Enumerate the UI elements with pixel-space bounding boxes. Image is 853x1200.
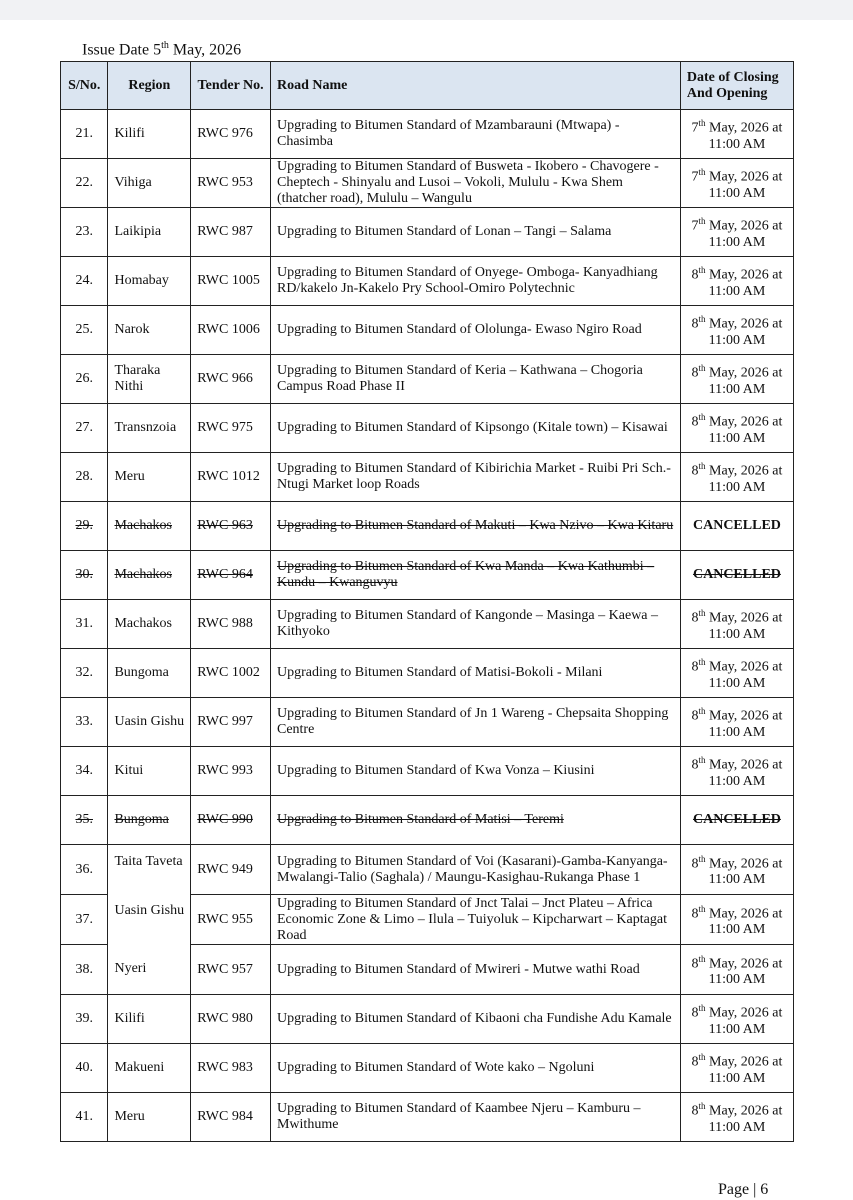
date-day: 7 <box>691 120 699 136</box>
date-day: 8 <box>691 708 699 724</box>
row-closing-date <box>680 945 793 995</box>
date-rest: May, 2026 at 11:00 AM <box>705 610 783 642</box>
row-closing-date <box>680 1044 793 1093</box>
date-day: 8 <box>691 757 699 773</box>
row-tender-no: RWC 993 <box>191 747 271 796</box>
row-sno: 24. <box>61 257 108 306</box>
date-suffix: th <box>698 1052 706 1063</box>
row-closing-date <box>680 551 793 600</box>
row-sno: 34. <box>61 747 108 796</box>
header-sno: S/No. <box>61 62 108 110</box>
row-closing-date <box>680 747 793 796</box>
date-day: 8 <box>691 1103 699 1119</box>
date-day: 8 <box>691 659 699 675</box>
status-badge: CANCELLED <box>692 812 781 827</box>
row-tender-no: RWC 953 <box>191 159 271 208</box>
date-rest: May, 2026 at 11:00 AM <box>705 1103 783 1135</box>
table-row <box>61 159 794 208</box>
table-row <box>61 796 794 845</box>
date-day: 8 <box>691 463 699 479</box>
row-region: Uasin Gishu <box>108 698 191 747</box>
date-suffix: th <box>698 216 706 227</box>
row-region: Kilifi <box>108 110 191 159</box>
row-closing-date <box>680 453 793 502</box>
table-row <box>61 502 794 551</box>
date-suffix: th <box>698 706 706 717</box>
row-sno: 22. <box>61 159 108 208</box>
row-region: Bungoma <box>108 796 191 845</box>
date-suffix: th <box>698 167 706 178</box>
row-sno: 31. <box>61 600 108 649</box>
row-road-name: Upgrading to Bitumen Standard of Matisi-Bokoli - Milani <box>270 649 680 698</box>
row-closing-date <box>680 306 793 355</box>
row-sno: 28. <box>61 453 108 502</box>
status-badge: CANCELLED <box>692 567 781 582</box>
row-closing-date <box>680 995 793 1044</box>
table-header-row <box>61 62 794 110</box>
row-region: Kitui <box>108 747 191 796</box>
date-rest: May, 2026 at 11:00 AM <box>705 956 783 988</box>
table-row <box>61 110 794 159</box>
row-region: Nyeri <box>114 961 147 976</box>
row-tender-no: RWC 1002 <box>191 649 271 698</box>
row-sno: 32. <box>61 649 108 698</box>
date-suffix: th <box>698 853 706 864</box>
date-day: 8 <box>691 856 699 872</box>
row-closing-date <box>680 502 793 551</box>
date-rest: May, 2026 at 11:00 AM <box>705 365 783 397</box>
row-region: Machakos <box>108 600 191 649</box>
row-region: Uasin Gishu <box>114 903 185 918</box>
row-tender-no: RWC 980 <box>191 995 271 1044</box>
date-rest: May, 2026 at 11:00 AM <box>705 757 783 789</box>
row-road-name: Upgrading to Bitumen Standard of Lonan – Tangi – Salama <box>270 208 680 257</box>
table-row <box>61 1093 794 1142</box>
table-row <box>61 355 794 404</box>
table-row <box>61 404 794 453</box>
row-road-name: Upgrading to Bitumen Standard of Jnct Talai – Jnct Plateu – Africa Economic Zone & Limo – Ilula – Tuiyoluk – Kipcharwart – Kaptagat Road <box>270 895 680 945</box>
date-rest: May, 2026 at 11:00 AM <box>705 120 783 152</box>
row-tender-no: RWC 976 <box>191 110 271 159</box>
date-rest: May, 2026 at 11:00 AM <box>705 169 783 201</box>
row-region-merged <box>108 845 191 995</box>
table-row <box>61 747 794 796</box>
row-tender-no: RWC 964 <box>191 551 271 600</box>
row-closing-date <box>680 355 793 404</box>
row-sno: 38. <box>61 945 108 995</box>
table-body <box>61 110 794 1142</box>
row-road-name: Upgrading to Bitumen Standard of Keria – Kathwana – Chogoria Campus Road Phase II <box>270 355 680 404</box>
date-suffix: th <box>698 903 706 914</box>
row-road-name: Upgrading to Bitumen Standard of Kibaoni cha Fundishe Adu Kamale <box>270 995 680 1044</box>
table-row <box>61 698 794 747</box>
row-tender-no: RWC 957 <box>191 945 271 995</box>
table-row <box>61 306 794 355</box>
row-region: Vihiga <box>108 159 191 208</box>
row-tender-no: RWC 1006 <box>191 306 271 355</box>
table-row <box>61 257 794 306</box>
date-rest: May, 2026 at 11:00 AM <box>705 414 783 446</box>
row-sno: 29. <box>61 502 108 551</box>
page-number: Page | 6 <box>718 1181 769 1198</box>
header-tender: Tender No. <box>191 62 271 110</box>
row-region: Meru <box>108 453 191 502</box>
date-suffix: th <box>698 363 706 374</box>
table-row <box>61 208 794 257</box>
row-sno: 23. <box>61 208 108 257</box>
row-road-name: Upgrading to Bitumen Standard of Matisi – Teremi <box>270 796 680 845</box>
date-day: 8 <box>691 1005 699 1021</box>
table-row <box>61 600 794 649</box>
date-day: 8 <box>691 414 699 430</box>
row-tender-no: RWC 984 <box>191 1093 271 1142</box>
row-road-name: Upgrading to Bitumen Standard of Kaambee Njeru – Kamburu – Mwithume <box>270 1093 680 1142</box>
row-sno: 39. <box>61 995 108 1044</box>
date-suffix: th <box>698 608 706 619</box>
row-road-name: Upgrading to Bitumen Standard of Voi (Kasarani)-Gamba-Kanyanga-Mwalangi-Talio (Saghala) / Maungu-Kasighau-Rukanga Phase 1 <box>270 845 680 895</box>
row-tender-no: RWC 966 <box>191 355 271 404</box>
row-sno: 40. <box>61 1044 108 1093</box>
row-road-name: Upgrading to Bitumen Standard of Kwa Manda – Kwa Kathumbi – Kundu – Kwanguvyu <box>270 551 680 600</box>
row-closing-date <box>680 895 793 945</box>
header-road-name: Road Name <box>270 62 680 110</box>
row-region: Meru <box>108 1093 191 1142</box>
row-tender-no: RWC 990 <box>191 796 271 845</box>
row-region: Tharaka Nithi <box>108 355 191 404</box>
row-closing-date <box>680 600 793 649</box>
top-band <box>0 0 853 20</box>
date-rest: May, 2026 at 11:00 AM <box>705 1005 783 1037</box>
table-row <box>61 1044 794 1093</box>
date-suffix: th <box>698 1101 706 1112</box>
date-day: 8 <box>691 365 699 381</box>
row-region: Homabay <box>108 257 191 306</box>
row-closing-date <box>680 159 793 208</box>
date-day: 8 <box>691 267 699 283</box>
date-suffix: th <box>698 461 706 472</box>
date-day: 8 <box>691 610 699 626</box>
row-closing-date <box>680 257 793 306</box>
row-closing-date <box>680 208 793 257</box>
row-closing-date <box>680 404 793 453</box>
row-region: Narok <box>108 306 191 355</box>
row-road-name: Upgrading to Bitumen Standard of Makuti – Kwa Nzivo – Kwa Kitaru <box>270 502 680 551</box>
row-sno: 33. <box>61 698 108 747</box>
table-row <box>61 453 794 502</box>
row-region: Machakos <box>108 551 191 600</box>
row-sno: 37. <box>61 895 108 945</box>
row-region: Laikipia <box>108 208 191 257</box>
row-tender-no: RWC 1012 <box>191 453 271 502</box>
date-day: 8 <box>691 1054 699 1070</box>
header-region: Region <box>108 62 191 110</box>
date-rest: May, 2026 at 11:00 AM <box>705 267 783 299</box>
row-tender-no: RWC 997 <box>191 698 271 747</box>
date-rest: May, 2026 at 11:00 AM <box>705 463 783 495</box>
row-road-name: Upgrading to Bitumen Standard of Mwireri - Mutwe wathi Road <box>270 945 680 995</box>
row-closing-date <box>680 649 793 698</box>
row-road-name: Upgrading to Bitumen Standard of Kipsongo (Kitale town) – Kisawai <box>270 404 680 453</box>
date-suffix: th <box>698 118 706 129</box>
table-row <box>61 845 794 895</box>
row-region: Taita Taveta <box>114 854 183 869</box>
row-tender-no: RWC 1005 <box>191 257 271 306</box>
row-tender-no: RWC 963 <box>191 502 271 551</box>
row-region: Kilifi <box>108 995 191 1044</box>
date-day: 8 <box>691 316 699 332</box>
row-closing-date <box>680 698 793 747</box>
row-tender-no: RWC 987 <box>191 208 271 257</box>
date-day: 8 <box>691 906 699 922</box>
row-sno: 35. <box>61 796 108 845</box>
date-rest: May, 2026 at 11:00 AM <box>705 316 783 348</box>
row-road-name: Upgrading to Bitumen Standard of Onyege- Omboga- Kanyadhiang RD/kakelo Jn-Kakelo Pry School-Omiro Polytechnic <box>270 257 680 306</box>
row-road-name: Upgrading to Bitumen Standard of Kibirichia Market - Ruibi Pri Sch.-Ntugi Market loop Roads <box>270 453 680 502</box>
date-rest: May, 2026 at 11:00 AM <box>705 856 783 888</box>
date-day: 7 <box>691 169 699 185</box>
date-day: 7 <box>691 218 699 234</box>
row-tender-no: RWC 975 <box>191 404 271 453</box>
date-rest: May, 2026 at 11:00 AM <box>705 1054 783 1086</box>
row-closing-date <box>680 796 793 845</box>
row-sno: 36. <box>61 845 108 895</box>
row-road-name: Upgrading to Bitumen Standard of Mzambarauni (Mtwapa) - Chasimba <box>270 110 680 159</box>
date-rest: May, 2026 at 11:00 AM <box>705 659 783 691</box>
row-road-name: Upgrading to Bitumen Standard of Busweta - Ikobero - Chavogere - Cheptech - Shinyalu and Lusoi – Vokoli, Mululu - Kwa Shem (thatcher road), Mululu – Wangulu <box>270 159 680 208</box>
row-tender-no: RWC 949 <box>191 845 271 895</box>
row-road-name: Upgrading to Bitumen Standard of Kwa Vonza – Kiusini <box>270 747 680 796</box>
row-sno: 25. <box>61 306 108 355</box>
row-sno: 41. <box>61 1093 108 1142</box>
issue-date: Issue Date 5th May, 2026 <box>82 40 242 59</box>
date-suffix: th <box>698 412 706 423</box>
date-suffix: th <box>698 657 706 668</box>
row-road-name: Upgrading to Bitumen Standard of Jn 1 Wareng - Chepsaita Shopping Centre <box>270 698 680 747</box>
date-rest: May, 2026 at 11:00 AM <box>705 708 783 740</box>
date-suffix: th <box>698 1003 706 1014</box>
row-closing-date <box>680 110 793 159</box>
row-tender-no: RWC 988 <box>191 600 271 649</box>
row-road-name: Upgrading to Bitumen Standard of Wote kako – Ngoluni <box>270 1044 680 1093</box>
table-row <box>61 551 794 600</box>
row-sno: 21. <box>61 110 108 159</box>
row-closing-date <box>680 1093 793 1142</box>
row-tender-no: RWC 983 <box>191 1044 271 1093</box>
date-day: 8 <box>691 956 699 972</box>
row-closing-date <box>680 845 793 895</box>
date-suffix: th <box>698 755 706 766</box>
row-region: Machakos <box>108 502 191 551</box>
row-sno: 26. <box>61 355 108 404</box>
row-sno: 30. <box>61 551 108 600</box>
table-row <box>61 649 794 698</box>
table-row <box>61 995 794 1044</box>
tender-table <box>60 61 794 1142</box>
date-rest: May, 2026 at 11:00 AM <box>705 906 783 938</box>
row-road-name: Upgrading to Bitumen Standard of Ololunga- Ewaso Ngiro Road <box>270 306 680 355</box>
row-region: Transnzoia <box>108 404 191 453</box>
date-suffix: th <box>698 953 706 964</box>
row-region: Bungoma <box>108 649 191 698</box>
status-badge: CANCELLED <box>692 518 781 533</box>
row-road-name: Upgrading to Bitumen Standard of Kangonde – Masinga – Kaewa – Kithyoko <box>270 600 680 649</box>
row-region: Makueni <box>108 1044 191 1093</box>
row-sno: 27. <box>61 404 108 453</box>
date-suffix: th <box>698 314 706 325</box>
date-suffix: th <box>698 265 706 276</box>
header-closing-date: Date of Closing And Opening <box>680 62 793 110</box>
row-tender-no: RWC 955 <box>191 895 271 945</box>
date-rest: May, 2026 at 11:00 AM <box>705 218 783 250</box>
